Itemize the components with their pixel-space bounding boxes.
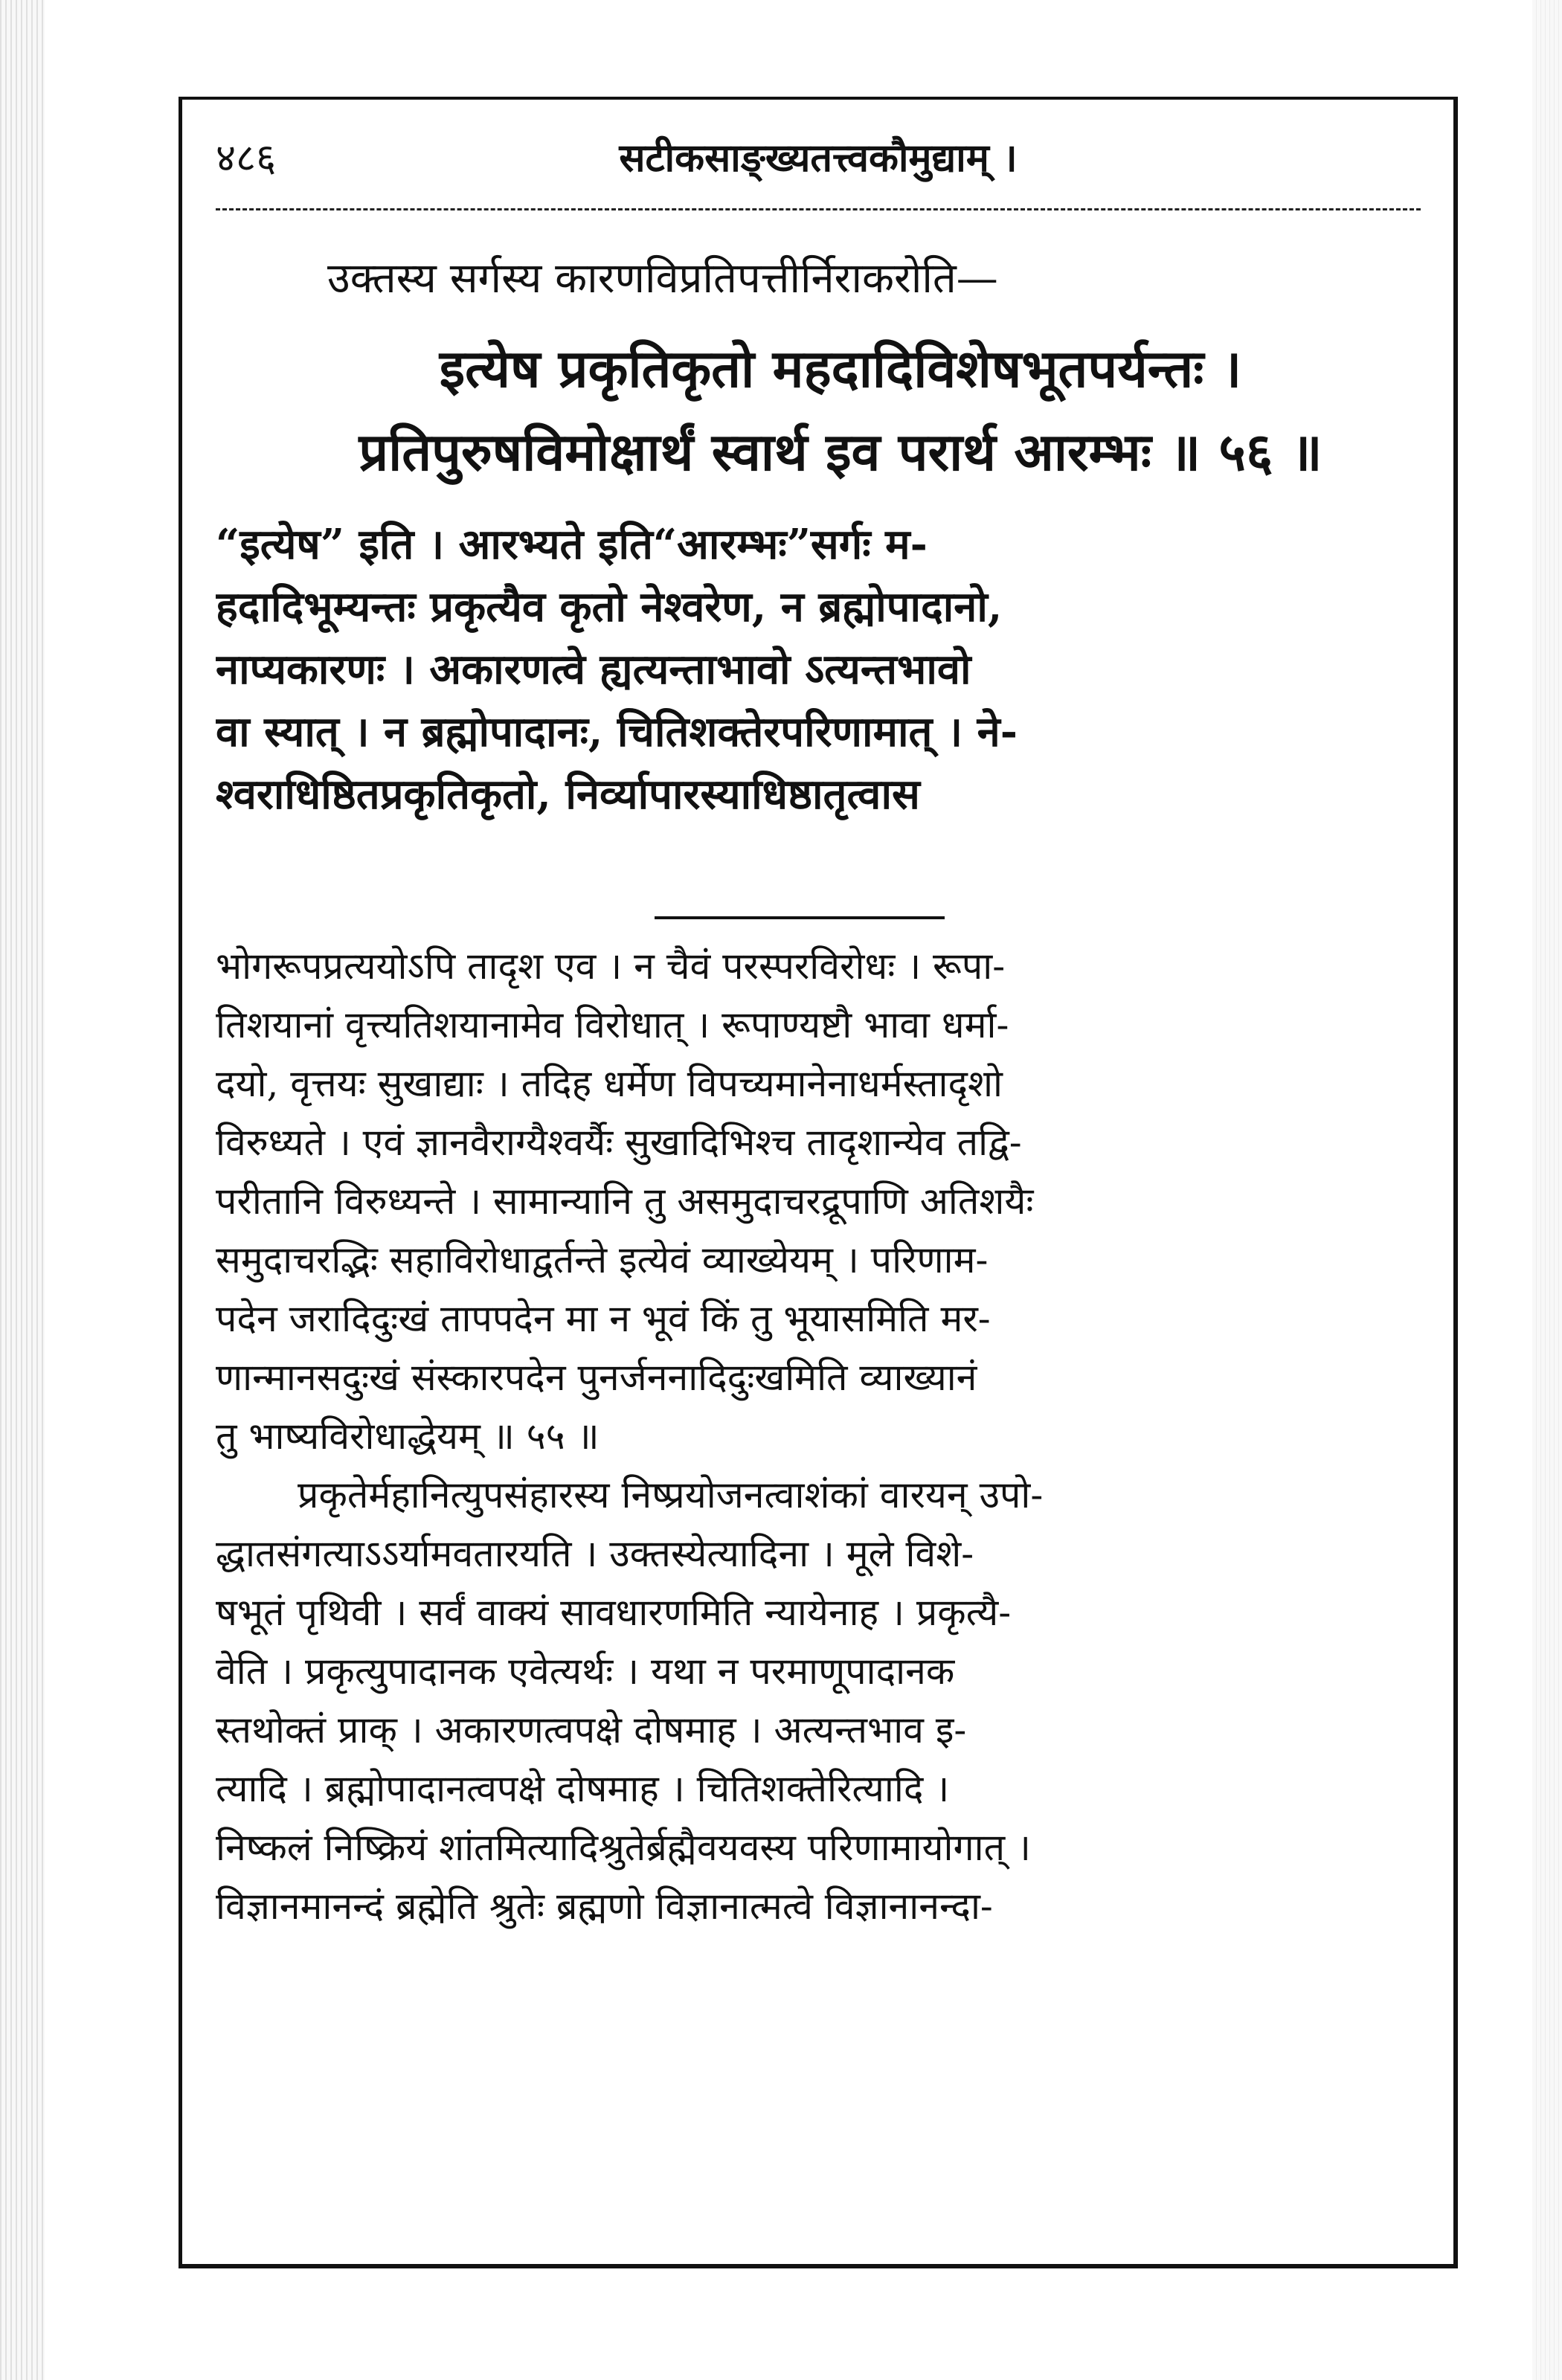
commentary-line: “इत्येष” इति । आरभ्यते इति“आरम्भः”सर्गः म-: [216, 520, 928, 569]
commentary-line: नाप्यकारणः । अकारणत्वे ह्यत्यन्ताभावो ऽत्यन्तभावो: [216, 645, 971, 694]
sub-commentary-line: तु भाष्यविरोधाद्धेयम् ॥ ५५ ॥: [216, 1415, 600, 1458]
sub-commentary: [216, 937, 1428, 1936]
sub-commentary-line: निष्कलं निष्क्रियं शांतमित्यादिश्रुतेर्ब्रह्मैवयवस्य परिणामायोगात् ।: [216, 1826, 1031, 1869]
sub-commentary-line: पदेन जरादिदुःखं तापपदेन मा न भूवं किं तु भूयासमिति मर-: [216, 1297, 991, 1340]
page-number: ४८६: [216, 136, 277, 181]
sub-commentary-line: णान्मानसदुःखं संस्कारपदेन पुनर्जननादिदुःखमिति व्याख्यानं: [216, 1356, 977, 1399]
sub-commentary-line: विरुध्यते । एवं ज्ञानवैराग्यैश्वर्यैः सुखादिभिश्च तादृशान्येव तद्वि-: [216, 1121, 1022, 1164]
sub-commentary-line: प्रकृतेर्महानित्युपसंहारस्य निष्प्रयोजनत्वाशंकां वारयन् उपो-: [298, 1473, 1044, 1517]
sub-commentary-line: द्धातसंगत्याऽऽर्यामवतारयति । उक्तस्येत्यादिना । मूले विशे-: [216, 1532, 974, 1575]
sub-commentary-line: विज्ञानमानन्दं ब्रह्मेति श्रुतेः ब्रह्मणो विज्ञानात्मत्वे विज्ञानानन्दा-: [216, 1885, 993, 1928]
commentary-line: श्वराधिष्ठितप्रकृतिकृतो, निर्व्यापारस्याधिष्ठातृत्वास: [216, 770, 920, 819]
sub-commentary-line: परीतानि विरुध्यन्ते । सामान्यानि तु असमुदाचरद्रूपाणि अतिशयैः: [216, 1180, 1034, 1223]
footnote-separator: [655, 916, 945, 919]
sub-commentary-line: षभूतं पृथिवी । सर्वं वाक्यं सावधारणमिति न्यायेनाह । प्रकृत्यै-: [216, 1591, 1012, 1634]
sub-commentary-line: दयो, वृत्तयः सुखाद्याः । तदिह धर्मेण विपच्यमानेनाधर्मस्तादृशो: [216, 1062, 1003, 1105]
verse-line: प्रतिपुरुषविमोक्षार्थं स्वार्थ इव परार्थ आरम्भः ॥ ५६ ॥: [359, 421, 1322, 483]
commentary-line: हदादिभूम्यन्तः प्रकृत्यैव कृतो नेश्वरेण, न ब्रह्मोपादानो,: [216, 582, 1003, 631]
sub-commentary-line: वेति । प्रकृत्युपादानक एवेत्यर्थः । यथा न परमाणूपादानक: [216, 1650, 955, 1693]
intro-line: उक्तस्य सर्गस्य कारणविप्रतिपत्तीर्निराकरोति—: [327, 254, 998, 303]
verse-line: इत्येष प्रकृतिकृतो महदादिविशेषभूतपर्यन्तः ।: [439, 338, 1242, 399]
running-title: सटीकसाङ्ख्यतत्त्वकौमुद्याम् ।: [619, 135, 1018, 181]
sub-commentary-line: भोगरूपप्रत्ययोऽपि तादृश एव । न चैवं परस्परविरोधः । रूपा-: [216, 945, 1006, 988]
sub-commentary-line: स्तथोक्तं प्राक् । अकारणत्वपक्षे दोषमाह । अत्यन्तभाव इ-: [216, 1708, 967, 1752]
scan-edge-right: [1532, 0, 1562, 2380]
sub-commentary-line: समुदाचरद्भिः सहाविरोधाद्वर्तन्ते इत्येवं व्याख्येयम् । परिणाम-: [216, 1238, 989, 1281]
sub-commentary-line: तिशयानां वृत्त्यतिशयानामेव विरोधात् । रूपाण्यष्टौ भावा धर्मा-: [216, 1003, 1009, 1046]
main-commentary: [216, 513, 1428, 826]
header-rule: [216, 208, 1421, 210]
commentary-line: वा स्यात् । न ब्रह्मोपादानः, चितिशक्तेरपरिणामात् । ने-: [216, 707, 1018, 756]
sub-commentary-line: त्यादि । ब्रह्मोपादानत्वपक्षे दोषमाह । चितिशक्तेरित्यादि ।: [216, 1767, 950, 1810]
karika-verse: [245, 327, 1436, 494]
running-header: [216, 125, 1421, 192]
scan-edge-left: [0, 0, 45, 2380]
